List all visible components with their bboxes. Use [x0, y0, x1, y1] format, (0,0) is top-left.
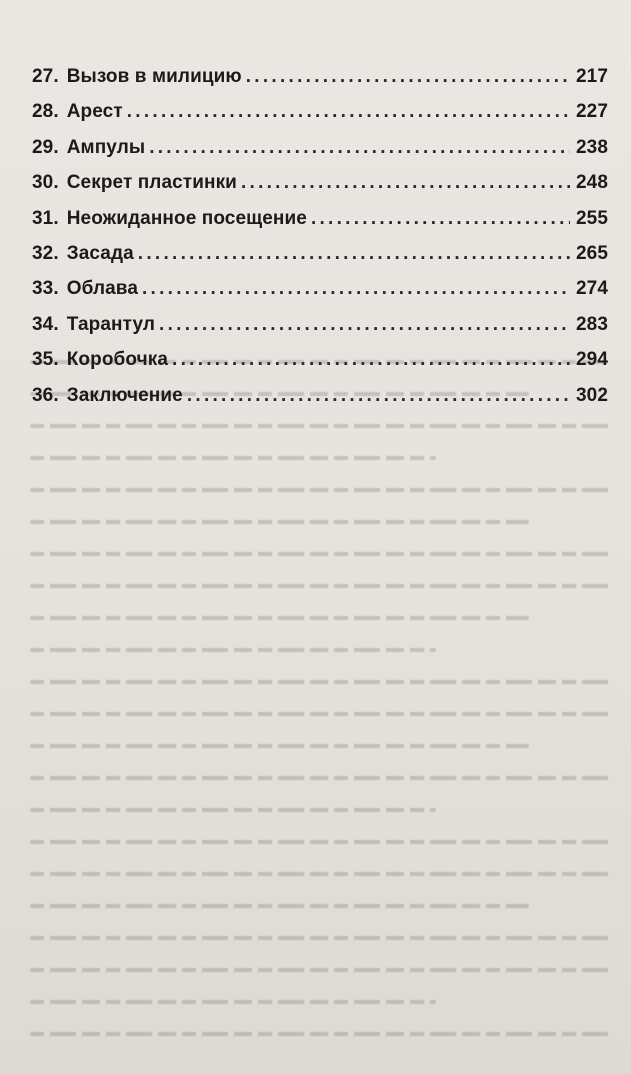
dot-leader: [149, 137, 570, 159]
toc-entry: [32, 243, 608, 278]
chapter-number: 36.: [32, 384, 59, 406]
chapter-title: Тарантул: [66, 313, 156, 335]
toc-entry: [32, 278, 608, 313]
toc-entry: [32, 208, 608, 243]
chapter-title: Засада: [66, 242, 134, 264]
chapter-number: 29.: [32, 136, 59, 158]
chapter-number: 32.: [32, 242, 59, 264]
dot-leader: [187, 385, 570, 407]
chapter-title: Облава: [66, 278, 138, 300]
chapter-number: 27.: [32, 66, 59, 87]
chapter-title: Арест: [66, 101, 123, 123]
page-number: 302: [575, 384, 608, 406]
toc-entry: [32, 349, 608, 384]
chapter-title: Коробочка: [66, 349, 169, 371]
dot-leader: [311, 208, 570, 230]
chapter-number: 30.: [32, 172, 59, 194]
toc-entry: [32, 101, 608, 136]
chapter-number: 34.: [32, 313, 59, 335]
page-number: 217: [575, 66, 608, 87]
chapter-number: 31.: [32, 207, 59, 229]
chapter-number: 28.: [32, 101, 59, 123]
dot-leader: [159, 314, 570, 336]
page-number: 255: [575, 207, 608, 229]
page-number: 274: [575, 278, 608, 300]
toc-entry: [32, 137, 608, 172]
table-of-contents: [32, 66, 608, 420]
chapter-title: Неожиданное посещение: [66, 207, 307, 229]
page-number: 283: [575, 313, 608, 335]
page-number: 294: [575, 349, 608, 371]
bleed-through-text: [30, 360, 610, 1060]
page-number: 238: [575, 136, 608, 158]
dot-leader: [246, 66, 570, 88]
dot-leader: [241, 172, 570, 194]
page-number: 227: [575, 101, 608, 123]
toc-entry: [32, 314, 608, 349]
chapter-number: 33.: [32, 278, 59, 300]
page-number: 248: [575, 172, 608, 194]
dot-leader: [127, 101, 570, 123]
toc-entry: [32, 172, 608, 207]
dot-leader: [138, 243, 570, 265]
chapter-number: 35.: [32, 349, 59, 371]
dot-leader: [172, 349, 570, 371]
chapter-title: Секрет пластинки: [66, 172, 237, 194]
page-number: 265: [575, 242, 608, 264]
chapter-title: Заключение: [66, 384, 183, 406]
chapter-title: Ампулы: [66, 136, 146, 158]
chapter-title: Вызов в милицию: [66, 66, 242, 87]
dot-leader: [142, 278, 570, 300]
toc-entry: [32, 385, 608, 420]
toc-entry: [32, 66, 608, 101]
